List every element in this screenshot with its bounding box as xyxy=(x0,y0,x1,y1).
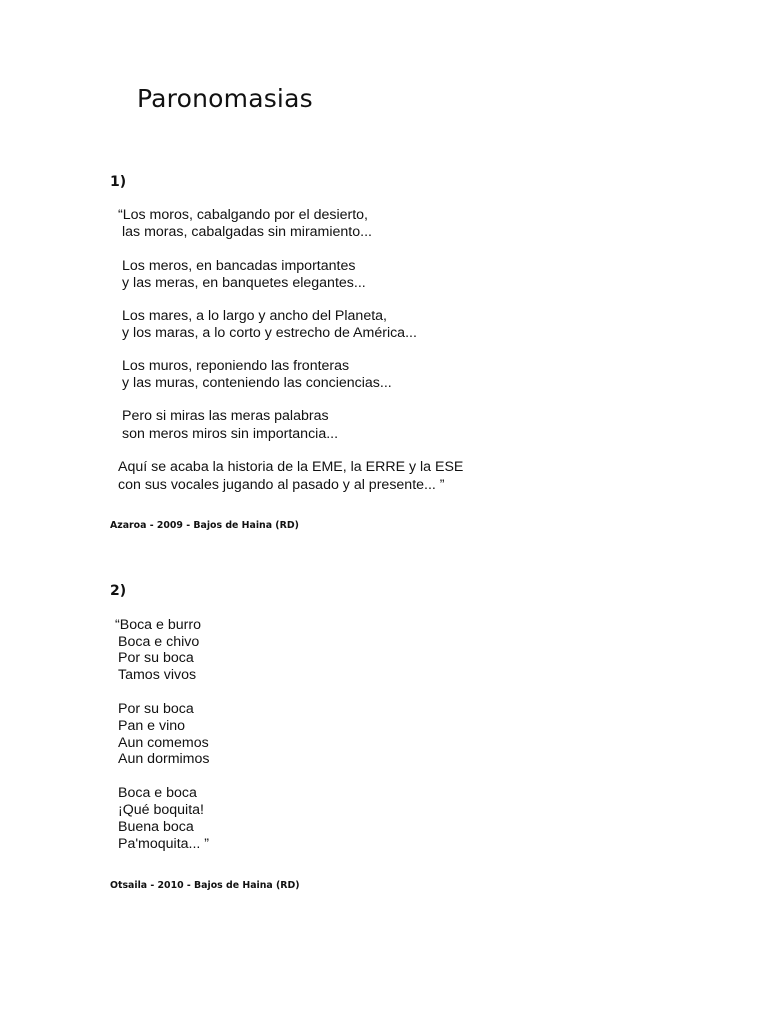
poem-1-line-6: y los maras, a lo corto y estrecho de América... xyxy=(122,325,417,341)
poem-2-line-11: Buena boca xyxy=(118,819,194,835)
poem-1-line-3: Los meros, en bancadas importantes xyxy=(122,258,356,274)
poem-1-line-9: Pero si miras las meras palabras xyxy=(122,408,329,424)
poem-1-line-7: Los muros, reponiendo las fronteras xyxy=(122,358,350,374)
poem-2-line-2: Boca e chivo xyxy=(118,634,200,650)
page-title: Paronomasias xyxy=(137,84,313,113)
poem-1-line-12: con sus vocales jugando al pasado y al presente... ” xyxy=(118,477,445,493)
poem-2-line-4: Tamos vivos xyxy=(118,667,197,683)
poem-1-line-5: Los mares, a lo largo y ancho del Planeta, xyxy=(122,308,387,324)
poem-1-credit: Azaroa - 2009 - Bajos de Haina (RD) xyxy=(110,520,299,531)
poem-2-line-10: ¡Qué boquita! xyxy=(118,802,204,818)
poem-1-line-2: las moras, cabalgadas sin miramiento... xyxy=(122,224,372,240)
poem-2-line-12: Pa'moquita... ” xyxy=(118,836,210,852)
poem-1-line-1: “Los moros, cabalgando por el desierto, xyxy=(118,207,368,223)
poem-1-number: 1) xyxy=(110,174,127,190)
poem-2-line-1: “Boca e burro xyxy=(115,617,201,633)
poem-2-line-6: Pan e vino xyxy=(118,718,186,734)
poem-2-line-5: Por su boca xyxy=(118,701,194,717)
poem-2-line-8: Aun dormimos xyxy=(118,751,210,767)
poem-2-line-7: Aun comemos xyxy=(118,735,209,751)
poem-2-number: 2) xyxy=(110,583,127,599)
poem-1-line-4: y las meras, en banquetes elegantes... xyxy=(122,275,366,291)
poem-1-line-10: son meros miros sin importancia... xyxy=(122,426,339,442)
poem-1-line-11: Aquí se acaba la historia de la EME, la ERRE y la ESE xyxy=(118,459,464,475)
poem-2-line-9: Boca e boca xyxy=(118,785,197,801)
poem-2-line-3: Por su boca xyxy=(118,650,194,666)
poem-1-line-8: y las muras, conteniendo las conciencias... xyxy=(122,375,392,391)
poem-2-credit: Otsaila - 2010 - Bajos de Haina (RD) xyxy=(110,880,300,891)
